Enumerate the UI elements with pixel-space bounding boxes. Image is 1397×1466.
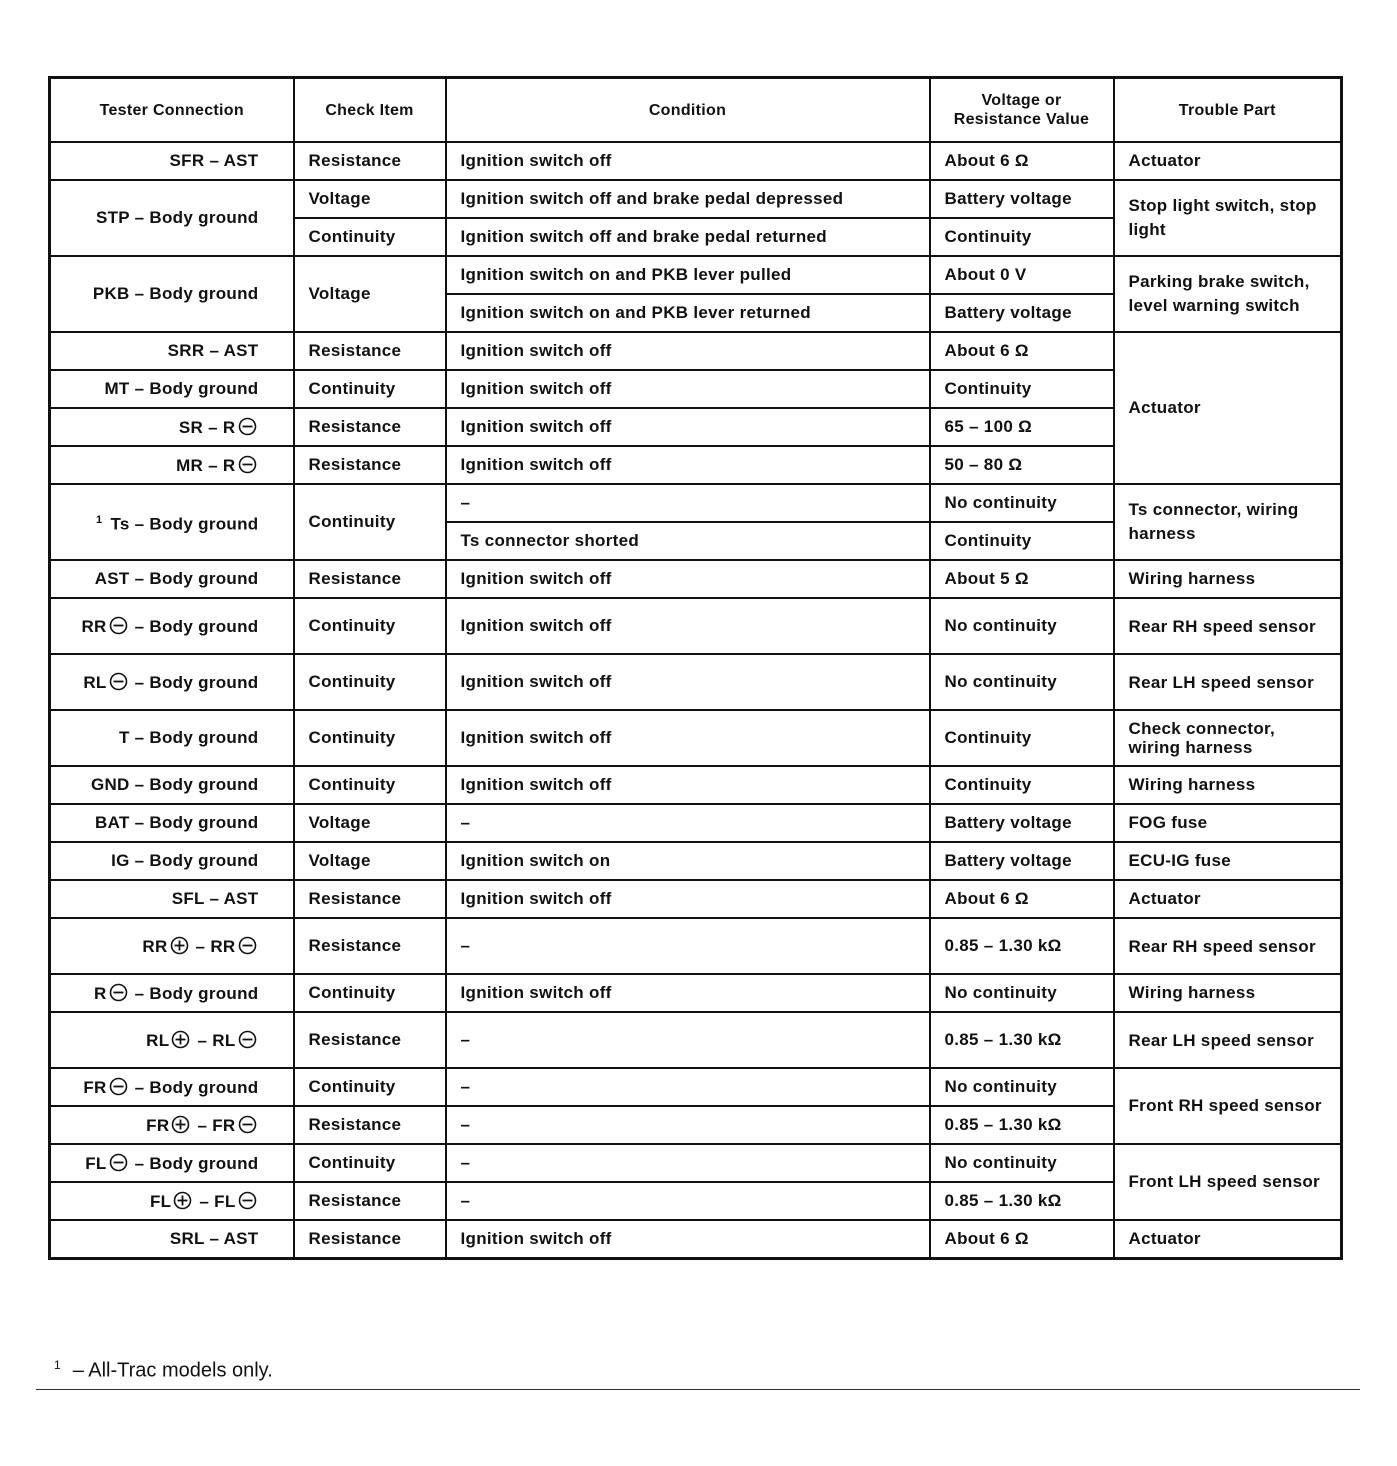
condition-cell: Ignition switch off and brake pedal returned bbox=[446, 218, 930, 256]
circled-minus-icon bbox=[109, 1077, 128, 1096]
table-row bbox=[50, 654, 1342, 710]
condition-cell: Ignition switch on and PKB lever pulled bbox=[446, 256, 930, 294]
check-item-cell: Continuity bbox=[294, 710, 446, 766]
tester-connection-cell bbox=[50, 654, 294, 710]
circled-minus-icon bbox=[238, 417, 257, 436]
table-row bbox=[50, 1012, 1342, 1068]
connection-text: – RL bbox=[192, 1030, 236, 1050]
trouble-part-cell: Rear RH speed sensor bbox=[1114, 918, 1342, 974]
check-item-cell: Continuity bbox=[294, 598, 446, 654]
connection-text: – Body ground bbox=[129, 672, 259, 692]
check-item-cell: Voltage bbox=[294, 256, 446, 332]
tester-connection-cell bbox=[50, 1220, 294, 1259]
table-row bbox=[50, 1068, 1342, 1106]
connection-text: MT bbox=[104, 379, 130, 398]
tester-connection-cell bbox=[50, 1106, 294, 1144]
tester-connection-cell bbox=[50, 766, 294, 804]
condition-cell: – bbox=[446, 1106, 930, 1144]
value-cell: No continuity bbox=[930, 1144, 1114, 1182]
value-cell: 0.85 – 1.30 kΩ bbox=[930, 1012, 1114, 1068]
circled-minus-icon bbox=[109, 1153, 128, 1172]
value-cell: No continuity bbox=[930, 974, 1114, 1012]
footnote-text: – All-Trac models only. bbox=[72, 1359, 273, 1382]
tester-connection-cell bbox=[50, 180, 294, 256]
trouble-part-cell: Rear LH speed sensor bbox=[1114, 654, 1342, 710]
connection-text: – Body ground bbox=[129, 851, 259, 870]
value-cell: No continuity bbox=[930, 598, 1114, 654]
connection-text: STP bbox=[95, 208, 130, 227]
condition-cell: Ignition switch off bbox=[446, 408, 930, 446]
value-cell: About 6 Ω bbox=[930, 880, 1114, 918]
tester-connection-cell bbox=[50, 1068, 294, 1106]
trouble-part-cell: FOG fuse bbox=[1114, 804, 1342, 842]
connection-text: – AST bbox=[204, 1229, 259, 1248]
value-cell: About 6 Ω bbox=[930, 142, 1114, 180]
condition-cell: Ignition switch off bbox=[446, 142, 930, 180]
check-item-cell: Continuity bbox=[294, 484, 446, 560]
table-row bbox=[50, 974, 1342, 1012]
table-row bbox=[50, 142, 1342, 180]
check-item-cell: Resistance bbox=[294, 560, 446, 598]
condition-cell: Ignition switch on bbox=[446, 842, 930, 880]
condition-cell: – bbox=[446, 1182, 930, 1220]
check-item-cell: Continuity bbox=[294, 766, 446, 804]
trouble-part-cell: Front RH speed sensor bbox=[1114, 1068, 1342, 1144]
table-row bbox=[50, 1144, 1342, 1182]
value-cell: 50 – 80 Ω bbox=[930, 446, 1114, 484]
condition-cell: Ignition switch off bbox=[446, 446, 930, 484]
circled-plus-icon bbox=[171, 1030, 190, 1049]
condition-cell: Ignition switch off bbox=[446, 370, 930, 408]
connection-text: FR bbox=[83, 1077, 107, 1097]
header-check-item: Check Item bbox=[294, 78, 446, 143]
connection-text: – Body ground bbox=[129, 379, 259, 398]
value-cell: Continuity bbox=[930, 766, 1114, 804]
connection-text: RR bbox=[142, 936, 168, 956]
value-cell: Battery voltage bbox=[930, 842, 1114, 880]
connection-text: – Body ground bbox=[129, 514, 259, 534]
header-tester-connection: Tester Connection bbox=[50, 78, 294, 143]
footnote bbox=[54, 1358, 273, 1383]
trouble-part-cell: Wiring harness bbox=[1114, 560, 1342, 598]
connection-text: – Body ground bbox=[129, 616, 259, 636]
condition-cell: Ignition switch off bbox=[446, 654, 930, 710]
condition-cell: Ignition switch off bbox=[446, 880, 930, 918]
trouble-part-cell: Check connector, wiring harness bbox=[1114, 710, 1342, 766]
value-cell: 65 – 100 Ω bbox=[930, 408, 1114, 446]
value-cell: Continuity bbox=[930, 522, 1114, 560]
value-cell: About 5 Ω bbox=[930, 560, 1114, 598]
circled-minus-icon bbox=[238, 936, 257, 955]
trouble-part-cell: Actuator bbox=[1114, 332, 1342, 484]
connection-text: – Body ground bbox=[129, 569, 259, 588]
circled-minus-icon bbox=[109, 672, 128, 691]
trouble-part-cell: Ts connector, wiring harness bbox=[1114, 484, 1342, 560]
trouble-part-cell: Rear RH speed sensor bbox=[1114, 598, 1342, 654]
table-row bbox=[50, 918, 1342, 974]
connection-text: T bbox=[118, 728, 130, 747]
condition-cell: – bbox=[446, 804, 930, 842]
connection-text: RR bbox=[81, 616, 107, 636]
tester-connection-cell bbox=[50, 918, 294, 974]
tester-connection-cell bbox=[50, 880, 294, 918]
connection-text: – RR bbox=[190, 936, 236, 956]
connection-text: FR bbox=[146, 1115, 170, 1135]
value-cell: Continuity bbox=[930, 710, 1114, 766]
tester-connection-cell bbox=[50, 446, 294, 484]
footnote-mark: 1 bbox=[54, 1358, 61, 1372]
connection-text: R bbox=[94, 983, 107, 1003]
connection-text: MR bbox=[176, 455, 204, 475]
condition-cell: – bbox=[446, 918, 930, 974]
condition-cell: – bbox=[446, 1012, 930, 1068]
connection-text: – AST bbox=[204, 151, 259, 170]
connection-text: – Body ground bbox=[129, 813, 259, 832]
value-cell: Battery voltage bbox=[930, 180, 1114, 218]
connection-text: – Body ground bbox=[129, 1077, 259, 1097]
connection-text: – AST bbox=[204, 341, 259, 360]
circled-minus-icon bbox=[109, 983, 128, 1002]
table-row bbox=[50, 332, 1342, 370]
table-row bbox=[50, 560, 1342, 598]
header-trouble-part: Trouble Part bbox=[1114, 78, 1342, 143]
check-item-cell: Continuity bbox=[294, 1144, 446, 1182]
condition-cell: – bbox=[446, 484, 930, 522]
value-cell: About 6 Ω bbox=[930, 1220, 1114, 1259]
value-cell: No continuity bbox=[930, 484, 1114, 522]
tester-connection-cell bbox=[50, 1182, 294, 1220]
connection-text: – Body ground bbox=[129, 208, 259, 227]
value-cell: Battery voltage bbox=[930, 804, 1114, 842]
connection-text: GND bbox=[90, 775, 130, 794]
tester-connection-cell bbox=[50, 1012, 294, 1068]
connection-text: Ts bbox=[110, 514, 130, 534]
check-item-cell: Resistance bbox=[294, 332, 446, 370]
condition-cell: Ignition switch off bbox=[446, 332, 930, 370]
tester-connection-cell bbox=[50, 142, 294, 180]
check-item-cell: Resistance bbox=[294, 918, 446, 974]
circled-plus-icon bbox=[170, 936, 189, 955]
connection-text: BAT bbox=[95, 813, 130, 832]
value-cell: About 6 Ω bbox=[930, 332, 1114, 370]
tester-connection-cell bbox=[50, 804, 294, 842]
connection-text: RL bbox=[146, 1030, 170, 1050]
tester-connection-cell bbox=[50, 370, 294, 408]
table-row bbox=[50, 1220, 1342, 1259]
value-cell: Continuity bbox=[930, 218, 1114, 256]
connection-text: SRR bbox=[167, 341, 205, 360]
condition-cell: Ignition switch off bbox=[446, 598, 930, 654]
connection-text: SR bbox=[178, 417, 204, 437]
check-item-cell: Resistance bbox=[294, 142, 446, 180]
tester-connection-cell bbox=[50, 484, 294, 560]
header-value: Voltage or Resistance Value bbox=[930, 78, 1114, 143]
connection-text: SFR bbox=[169, 151, 205, 170]
connection-text: – AST bbox=[204, 889, 259, 908]
value-cell: No continuity bbox=[930, 654, 1114, 710]
connection-text: – FR bbox=[192, 1115, 236, 1135]
condition-cell: Ts connector shorted bbox=[446, 522, 930, 560]
circled-minus-icon bbox=[238, 1030, 257, 1049]
circled-minus-icon bbox=[238, 455, 257, 474]
table-row bbox=[50, 598, 1342, 654]
check-item-cell: Continuity bbox=[294, 654, 446, 710]
condition-cell: Ignition switch on and PKB lever returned bbox=[446, 294, 930, 332]
value-cell: 0.85 – 1.30 kΩ bbox=[930, 1106, 1114, 1144]
tester-connection-cell bbox=[50, 710, 294, 766]
trouble-part-cell: Actuator bbox=[1114, 1220, 1342, 1259]
trouble-part-cell: Wiring harness bbox=[1114, 766, 1342, 804]
check-item-cell: Resistance bbox=[294, 408, 446, 446]
connection-text: – FL bbox=[194, 1191, 236, 1211]
table-row bbox=[50, 766, 1342, 804]
connection-text: – Body ground bbox=[129, 775, 259, 794]
connection-text: PKB bbox=[92, 284, 130, 303]
circled-minus-icon bbox=[109, 616, 128, 635]
connection-text: RL bbox=[83, 672, 107, 692]
condition-cell: Ignition switch off bbox=[446, 560, 930, 598]
check-item-cell: Voltage bbox=[294, 180, 446, 218]
connection-text: – Body ground bbox=[129, 1153, 259, 1173]
trouble-part-cell: Stop light switch, stop light bbox=[1114, 180, 1342, 256]
value-cell: 0.85 – 1.30 kΩ bbox=[930, 1182, 1114, 1220]
trouble-part-cell: Wiring harness bbox=[1114, 974, 1342, 1012]
condition-cell: Ignition switch off bbox=[446, 974, 930, 1012]
check-item-cell: Resistance bbox=[294, 1220, 446, 1259]
trouble-part-cell: Rear LH speed sensor bbox=[1114, 1012, 1342, 1068]
connection-text: – Body ground bbox=[129, 983, 259, 1003]
circled-plus-icon bbox=[173, 1191, 192, 1210]
check-item-cell: Resistance bbox=[294, 1182, 446, 1220]
value-cell: Battery voltage bbox=[930, 294, 1114, 332]
check-item-cell: Resistance bbox=[294, 880, 446, 918]
value-cell: 0.85 – 1.30 kΩ bbox=[930, 918, 1114, 974]
check-item-cell: Resistance bbox=[294, 1106, 446, 1144]
condition-cell: Ignition switch off bbox=[446, 1220, 930, 1259]
value-cell: No continuity bbox=[930, 1068, 1114, 1106]
circled-plus-icon bbox=[171, 1115, 190, 1134]
trouble-part-cell: Actuator bbox=[1114, 880, 1342, 918]
connection-text: – R bbox=[203, 417, 236, 437]
condition-cell: Ignition switch off and brake pedal depressed bbox=[446, 180, 930, 218]
condition-cell: Ignition switch off bbox=[446, 766, 930, 804]
trouble-part-cell: Actuator bbox=[1114, 142, 1342, 180]
table-row bbox=[50, 880, 1342, 918]
table-row bbox=[50, 256, 1342, 294]
check-item-cell: Resistance bbox=[294, 446, 446, 484]
tester-connection-cell bbox=[50, 1144, 294, 1182]
check-item-cell: Voltage bbox=[294, 804, 446, 842]
connection-text: IG bbox=[111, 851, 130, 870]
connection-text: SRL bbox=[169, 1229, 205, 1248]
inspection-table-sheet bbox=[48, 76, 1340, 1260]
table-row bbox=[50, 804, 1342, 842]
trouble-part-cell: Front LH speed sensor bbox=[1114, 1144, 1342, 1220]
tester-connection-cell bbox=[50, 256, 294, 332]
tester-connection-cell bbox=[50, 974, 294, 1012]
check-item-cell: Voltage bbox=[294, 842, 446, 880]
tester-connection-cell bbox=[50, 842, 294, 880]
tester-connection-cell bbox=[50, 598, 294, 654]
condition-cell: – bbox=[446, 1144, 930, 1182]
check-item-cell: Continuity bbox=[294, 370, 446, 408]
tester-connection-cell bbox=[50, 560, 294, 598]
terminal-inspection-table bbox=[48, 76, 1343, 1260]
check-item-cell: Continuity bbox=[294, 974, 446, 1012]
connection-text: SFL bbox=[171, 889, 205, 908]
check-item-cell: Resistance bbox=[294, 1012, 446, 1068]
check-item-cell: Continuity bbox=[294, 1068, 446, 1106]
header-condition: Condition bbox=[446, 78, 930, 143]
table-row bbox=[50, 484, 1342, 522]
tester-connection-cell bbox=[50, 408, 294, 446]
trouble-part-cell: ECU-IG fuse bbox=[1114, 842, 1342, 880]
table-header-row bbox=[50, 78, 1342, 143]
trouble-part-cell: Parking brake switch, level warning switch bbox=[1114, 256, 1342, 332]
table-row bbox=[50, 180, 1342, 218]
connection-text: FL bbox=[149, 1191, 172, 1211]
value-cell: About 0 V bbox=[930, 256, 1114, 294]
connection-text: – R bbox=[203, 455, 236, 475]
connection-text: AST bbox=[94, 569, 130, 588]
connection-text: – Body ground bbox=[129, 728, 259, 747]
condition-cell: – bbox=[446, 1068, 930, 1106]
check-item-cell: Continuity bbox=[294, 218, 446, 256]
connection-text: – Body ground bbox=[129, 284, 259, 303]
table-row bbox=[50, 842, 1342, 880]
circled-minus-icon bbox=[238, 1115, 257, 1134]
circled-minus-icon bbox=[238, 1191, 257, 1210]
condition-cell: Ignition switch off bbox=[446, 710, 930, 766]
table-row bbox=[50, 710, 1342, 766]
value-cell: Continuity bbox=[930, 370, 1114, 408]
tester-connection-cell bbox=[50, 332, 294, 370]
footnote-reference: 1 bbox=[96, 513, 103, 526]
connection-text: FL bbox=[85, 1153, 107, 1173]
page-divider bbox=[36, 1389, 1360, 1390]
